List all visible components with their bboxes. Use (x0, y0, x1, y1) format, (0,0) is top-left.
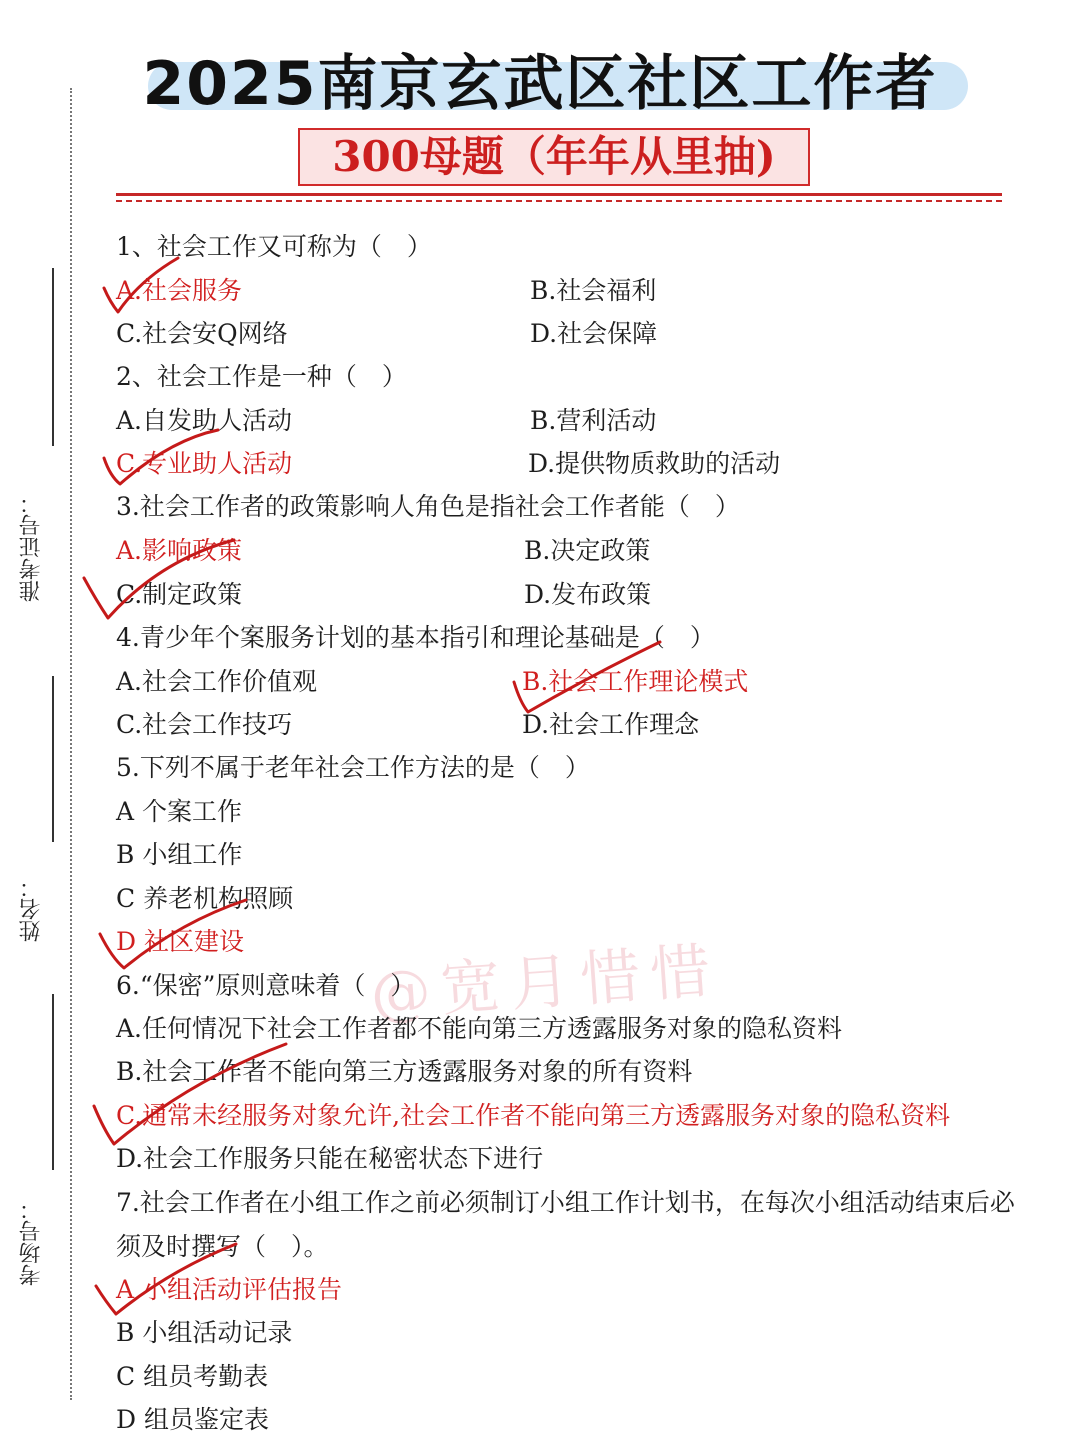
watermark: @宽月惜惜 (368, 935, 723, 1031)
binding-dotted-line (70, 88, 72, 1400)
q2-option-b: B.营利活动 (530, 406, 657, 435)
page-subtitle: 300母题（年年从里抽) (332, 132, 776, 181)
exam-id-label: 准考证号： (19, 492, 44, 602)
header-dashed-rule (116, 200, 1002, 202)
name-fill-line (52, 676, 54, 842)
question-7-line-2: 须及时撰写（ ）。 (116, 1232, 329, 1261)
header-rule (116, 193, 1002, 196)
q1-option-d: D.社会保障 (530, 319, 658, 348)
q5-option-d: D 社区建设 (116, 927, 244, 956)
q6-option-a: A.任何情况下社会工作者都不能向第三方透露服务对象的隐私资料 (116, 1014, 843, 1043)
q5-option-a: A 个案工作 (116, 797, 243, 826)
q4-option-d: D.社会工作理念 (522, 710, 700, 739)
room-label: 考场号： (19, 1198, 44, 1286)
subtitle-box (298, 128, 810, 186)
q1-option-a: A.社会服务 (116, 276, 243, 305)
question-2: 2、社会工作是一种（ ） (116, 362, 407, 391)
q4-option-b: B.社会工作理论模式 (522, 667, 749, 696)
room-fill-line (52, 994, 54, 1170)
q3-option-a: A.影响政策 (116, 536, 243, 565)
q7-option-b: B 小组活动记录 (116, 1318, 293, 1347)
q3-option-c: C.制定政策 (116, 580, 243, 609)
question-5: 5.下列不属于老年社会工作方法的是（ ） (116, 753, 590, 782)
q4-option-c: C.社会工作技巧 (116, 710, 293, 739)
q7-option-d: D 组员鉴定表 (116, 1405, 269, 1434)
q7-option-a: A 小组活动评估报告 (116, 1275, 343, 1304)
exam-id-fill-line (52, 268, 54, 446)
q1-option-c: C.社会安Q网络 (116, 319, 288, 348)
q2-option-c: C.专业助人活动 (116, 449, 293, 478)
q3-option-b: B.决定政策 (524, 536, 651, 565)
q2-option-d: D.提供物质救助的活动 (528, 449, 781, 478)
question-4: 4.青少年个案服务计划的基本指引和理论基础是（ ） (116, 623, 715, 652)
question-1: 1、社会工作又可称为（ ） (116, 232, 432, 261)
page-title: 2025南京玄武区社区工作者 (142, 49, 938, 119)
q4-option-a: A.社会工作价值观 (116, 667, 318, 696)
q7-option-c: C 组员考勤表 (116, 1362, 269, 1391)
q5-option-c: C 养老机构照顾 (116, 884, 294, 913)
q6-option-d: D.社会工作服务只能在秘密状态下进行 (116, 1144, 544, 1173)
q3-option-d: D.发布政策 (524, 580, 652, 609)
question-3: 3.社会工作者的政策影响人角色是指社会工作者能（ ） (116, 492, 740, 521)
q2-option-a: A.自发助人活动 (116, 406, 293, 435)
name-label: 姓名： (19, 876, 44, 942)
q6-option-c: C.通常未经服务对象允许,社会工作者不能向第三方透露服务对象的隐私资料 (116, 1101, 951, 1130)
q5-option-b: B 小组工作 (116, 840, 243, 869)
question-7-line-1: 7.社会工作者在小组工作之前必须制订小组工作计划书，在每次小组活动结束后必 (116, 1188, 1015, 1217)
title-area (0, 40, 1080, 130)
q6-option-b: B.社会工作者不能向第三方透露服务对象的所有资料 (116, 1057, 693, 1086)
q1-option-b: B.社会福利 (530, 276, 657, 305)
question-6: 6.“保密”原则意味着（ ） (116, 971, 416, 1000)
